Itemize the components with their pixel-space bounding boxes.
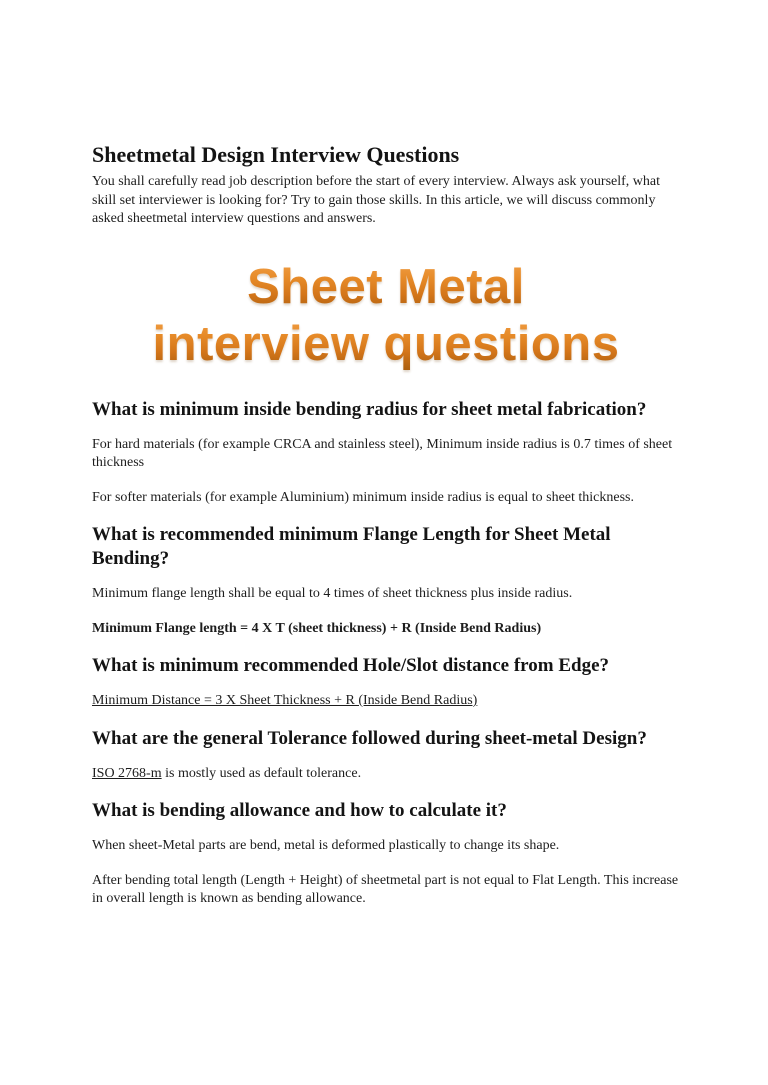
answer-paragraph <box>92 765 680 784</box>
tolerance-text: is mostly used as default tolerance. <box>161 765 362 781</box>
flange-length-formula: Minimum Flange length = 4 X T (sheet thickness) + R (Inside Bend Radius) <box>92 620 542 636</box>
answer-paragraph: For softer materials (for example Aluminium) minimum inside radius is equal to sheet thickness. <box>92 489 635 505</box>
section-hole-slot-distance <box>92 654 680 711</box>
sheet-metal-banner-image <box>92 259 680 373</box>
intro-paragraph: You shall carefully read job description before the start of every interview. Always ask yourself, what skill set interviewer is looking for? Try to gain those skills. In this article, we will discuss commonly asked sheetmetal interview questions and answers. <box>92 174 661 226</box>
answer-paragraph: For hard materials (for example CRCA and stainless steel), Minimum inside radius is 0.7 times of sheet thickness <box>92 436 673 470</box>
question-heading: What is minimum recommended Hole/Slot distance from Edge? <box>92 655 610 676</box>
question-heading: What is bending allowance and how to calculate it? <box>92 800 507 821</box>
answer-paragraph: Minimum flange length shall be equal to 4 times of sheet thickness plus inside radius. <box>92 586 573 601</box>
banner-line-2: interview questions <box>92 316 680 373</box>
answer-paragraph: After bending total length (Length + Height) of sheetmetal part is not equal to Flat Length. This increase in overall length is known as bending allowance. <box>92 872 679 906</box>
question-heading: What are the general Tolerance followed during sheet-metal Design? <box>92 727 647 749</box>
section-min-flange-length <box>92 523 680 638</box>
page-title: Sheetmetal Design Interview Questions <box>92 142 460 167</box>
section-min-bending-radius <box>92 398 680 508</box>
min-distance-formula: Minimum Distance = 3 X Sheet Thickness + R (Inside Bend Radius) <box>92 693 478 708</box>
answer-paragraph: When sheet-Metal parts are bend, metal is deformed plastically to change its shape. <box>92 838 560 853</box>
question-heading: What is minimum inside bending radius for sheet metal fabrication? <box>92 398 647 420</box>
section-general-tolerance <box>92 727 680 784</box>
question-heading: What is recommended minimum Flange Length for Sheet Metal Bending? <box>92 524 611 569</box>
iso-2768m-link[interactable]: ISO 2768-m <box>92 765 162 781</box>
section-bending-allowance <box>92 799 680 909</box>
banner-line-1: Sheet Metal <box>92 259 680 316</box>
